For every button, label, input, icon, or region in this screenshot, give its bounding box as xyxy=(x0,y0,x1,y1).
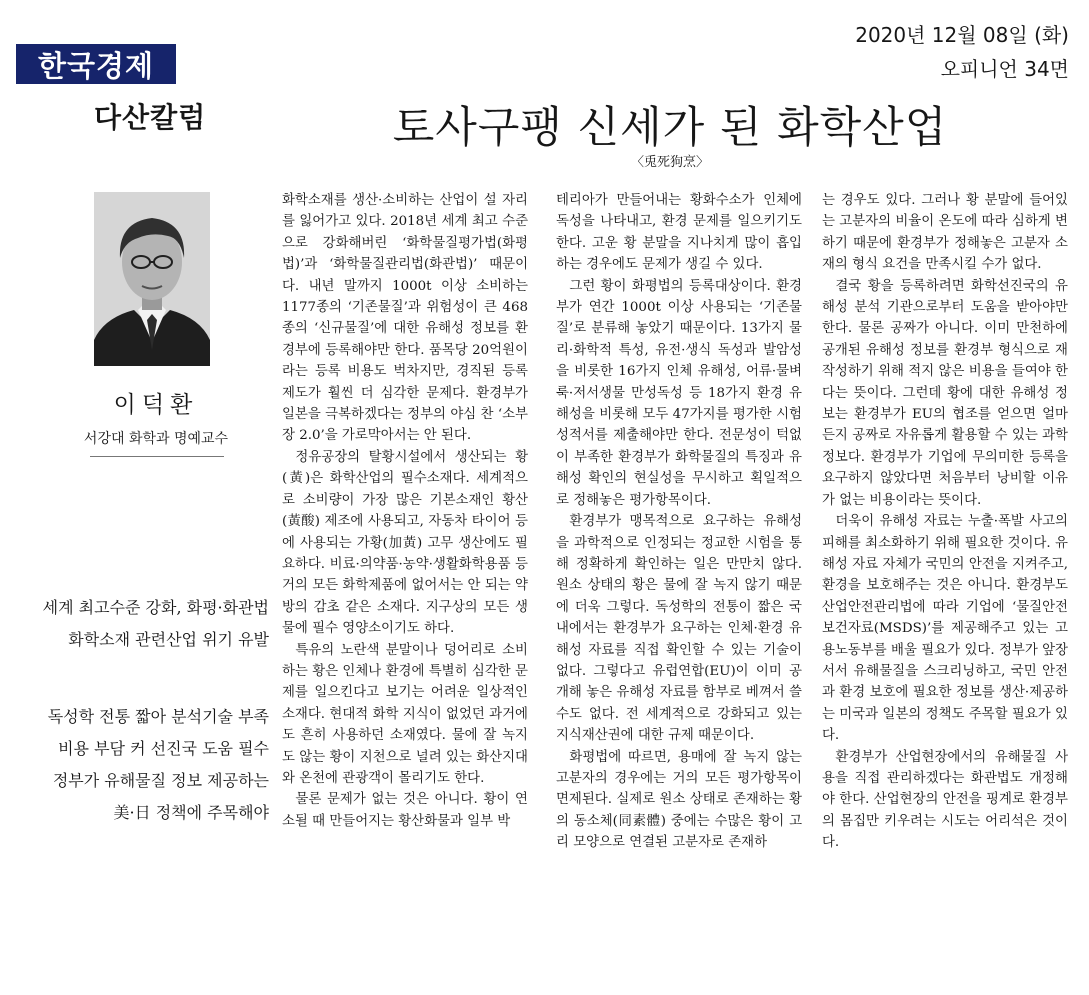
paragraph: 그런 황이 화평법의 등록대상이다. 환경부가 연간 1000t 이상 사용되는 ‘기존물질’로 분류해 놓았기 때문이다. 13가지 물리·화학적 특성, 유전·생식 독성과 발암성을 비롯한 16가지 인체 유해성, 어류·물벼룩·저서생물 만성독성 등 18가지 환경 유해성을 비롯해 모두 47가지를 평가한 시험성적서를 제출해야만 한다. 전문성이 턱없이 부족한 환경부가 화학물질의 특징과 유해성 확인의 현실성을 무시하고 획일적으로 정해놓은 평가항목이다. xyxy=(556,278,802,508)
page-number: 오피니언 34면 xyxy=(940,57,1069,81)
masthead-logo: 한국경제 xyxy=(16,44,176,84)
subhead-line: 美·日 정책에 주목해야 xyxy=(113,803,269,822)
article-column-3 xyxy=(822,190,1068,854)
author-name: 이덕환 xyxy=(113,392,199,418)
paragraph: 특유의 노란색 분말이나 덩어리로 소비하는 황은 인체나 환경에 특별히 심각한 문제를 일으킨다고 보기는 어려운 일상적인 소재다. 현대적 화학 지식이 없었던 과거에도 흔히 사용하던 소재였다. 물에 잘 녹지도 않는 황이 지천으로 널려 있는 화산지대와 온천에 관광객이 몰리기도 한다. xyxy=(282,642,528,786)
subhead-line: 독성학 전통 짧아 분석기술 부족 xyxy=(47,707,269,726)
publication-date: 2020년 12월 08일 (화) xyxy=(855,23,1069,47)
paragraph: 화학소재를 생산·소비하는 산업이 설 자리를 잃어가고 있다. 2018년 세계 최고 수준으로 강화해버린 ‘화학물질평가법(화평법)’과 ‘화학물질관리법(화관법)’ 때문이다. 내년 말까지 1000t 이상 소비하는 1177종의 ‘기존물질’과 위험성이 큰 468종의 ‘신규물질’에 대한 유해성 정보를 환경부에 등록해야만 한다. 품목당 20억원이라는 등록 비용도 벅차지만, 경직된 등록 제도가 훨씬 더 심각한 문제다. 환경부가 일본을 극복하겠다는 정부의 야심 찬 ‘소부장 2.0’을 가로막아서는 안 된다. xyxy=(282,193,528,444)
paragraph: 환경부가 산업현장에서의 유해물질 사용을 직접 관리하겠다는 화관법도 개정해야 한다. 산업현장의 안전을 핑계로 환경부의 몸집만 키우려는 시도는 어리석은 것이다. xyxy=(822,749,1068,851)
paragraph: 화평법에 따르면, 용매에 잘 녹지 않는 고분자의 경우에는 거의 모든 평가항목이 면제된다. 실제로 원소 상태로 존재하는 황의 동소체(同素體) 중에는 수많은 황이 고리 모양으로 연결된 고분자로 존재하 xyxy=(556,749,802,851)
subhead-line: 세계 최고수준 강화, 화평·화관법 xyxy=(42,598,269,617)
paragraph: 물론 문제가 없는 것은 아니다. 황이 연소될 때 만들어지는 황산화물과 일부 박 xyxy=(282,792,528,829)
paragraph: 결국 황을 등록하려면 화학선진국의 유해성 분석 기관으로부터 도움을 받아야만 한다. 물론 공짜가 아니다. 이미 만천하에 공개된 유해성 정보를 환경부 형식으로 재작성하기 위해 적지 않은 비용을 들여야 한다는 뜻이다. 그런데 황에 대한 유해성 정보는 환경부가 EU의 협조를 얻으면 얼마든지 공짜로 자유롭게 활용할 수 있는 과학정보다. 환경부가 기업에 무의미한 등록을 요구하지 않았다면 처음부터 낭비할 이유가 없는 비용이라는 뜻이다. xyxy=(822,278,1068,508)
subhead-line: 비용 부담 커 선진국 도움 필수 xyxy=(58,739,269,758)
paragraph: 더욱이 유해성 자료는 누출·폭발 사고의 피해를 최소화하기 위해 필요한 것이다. 유해성 자료 자체가 국민의 안전을 지켜주고, 환경을 보호해주는 것은 아니다. 환경부도 산업안전관리법에 따라 기업에 ‘물질안전보건자료(MSDS)’를 제공해주고 있는 고용노동부를 배울 필요가 있다. 정부가 앞장서서 유해물질을 스크리닝하고, 국민 안전과 환경 보호에 필요한 정보를 생산·제공하는 미국과 일본의 정책도 주목할 필요가 있다. xyxy=(822,514,1068,744)
author-divider xyxy=(90,456,224,457)
paragraph: 테리아가 만들어내는 황화수소가 인체에 독성을 나타내고, 환경 문제를 일으키기도 한다. 고운 황 분말을 지나치게 많이 흡입하는 경우에도 문제가 생길 수 있다. xyxy=(556,193,802,273)
subhead-2 xyxy=(48,701,269,829)
paragraph: 는 경우도 있다. 그러나 황 분말에 들어있는 고분자의 비율이 온도에 따라 심하게 변하기 때문에 환경부가 정해놓은 고분자 소재의 형식 요건을 만족시킬 수가 없다. xyxy=(822,193,1068,273)
author-title: 서강대 화학과 명예교수 xyxy=(83,431,229,447)
headline: 토사구팽 신세가 된 화학산업 xyxy=(392,103,948,153)
article-column-1 xyxy=(282,190,528,832)
section-name: 다산칼럼 xyxy=(94,101,207,134)
subhead-line: 화학소재 관련산업 위기 유발 xyxy=(68,630,269,649)
article-column-2 xyxy=(556,190,802,854)
paragraph: 정유공장의 탈황시설에서 생산되는 황(黃)은 화학산업의 필수소재다. 세계적으로 소비량이 가장 많은 기본소재인 황산(黃酸) 제조에 사용되고, 자동차 타이어 등에 사용되는 가황(加黃) 고무 생산에도 필요하다. 비료·의약품·농약·생활화학용품 등 거의 모든 화학제품에 없어서는 안 되는 약방의 감초 같은 소재다. 지구상의 모든 생물에 필수 영양소이기도 하다. xyxy=(282,449,528,637)
author-photo xyxy=(94,192,210,366)
paragraph: 환경부가 맹목적으로 요구하는 유해성을 과학적으로 인정되는 정교한 시험을 통해 정확하게 확인하는 일은 만만치 않다. 원소 상태의 황은 물에 잘 녹지 않기 때문에 더욱 그렇다. 독성학의 전통이 짧은 국내에서는 환경부가 요구하는 인체·환경 유해성 자료를 직접 확인할 수 있는 기술이 없다. 그렇다고 유럽연합(EU)이 이미 공개해 놓은 유해성 자료를 함부로 베껴서 쓸 수도 없다. 전 세계적으로 강화되고 있는 지식재산권에 대한 규제 때문이다. xyxy=(556,514,802,744)
headline-hanja: 〈兎死狗烹〉 xyxy=(630,155,709,170)
subhead-1 xyxy=(43,592,269,656)
subhead-line: 정부가 유해물질 정보 제공하는 xyxy=(52,771,269,790)
date-line xyxy=(855,18,1069,86)
